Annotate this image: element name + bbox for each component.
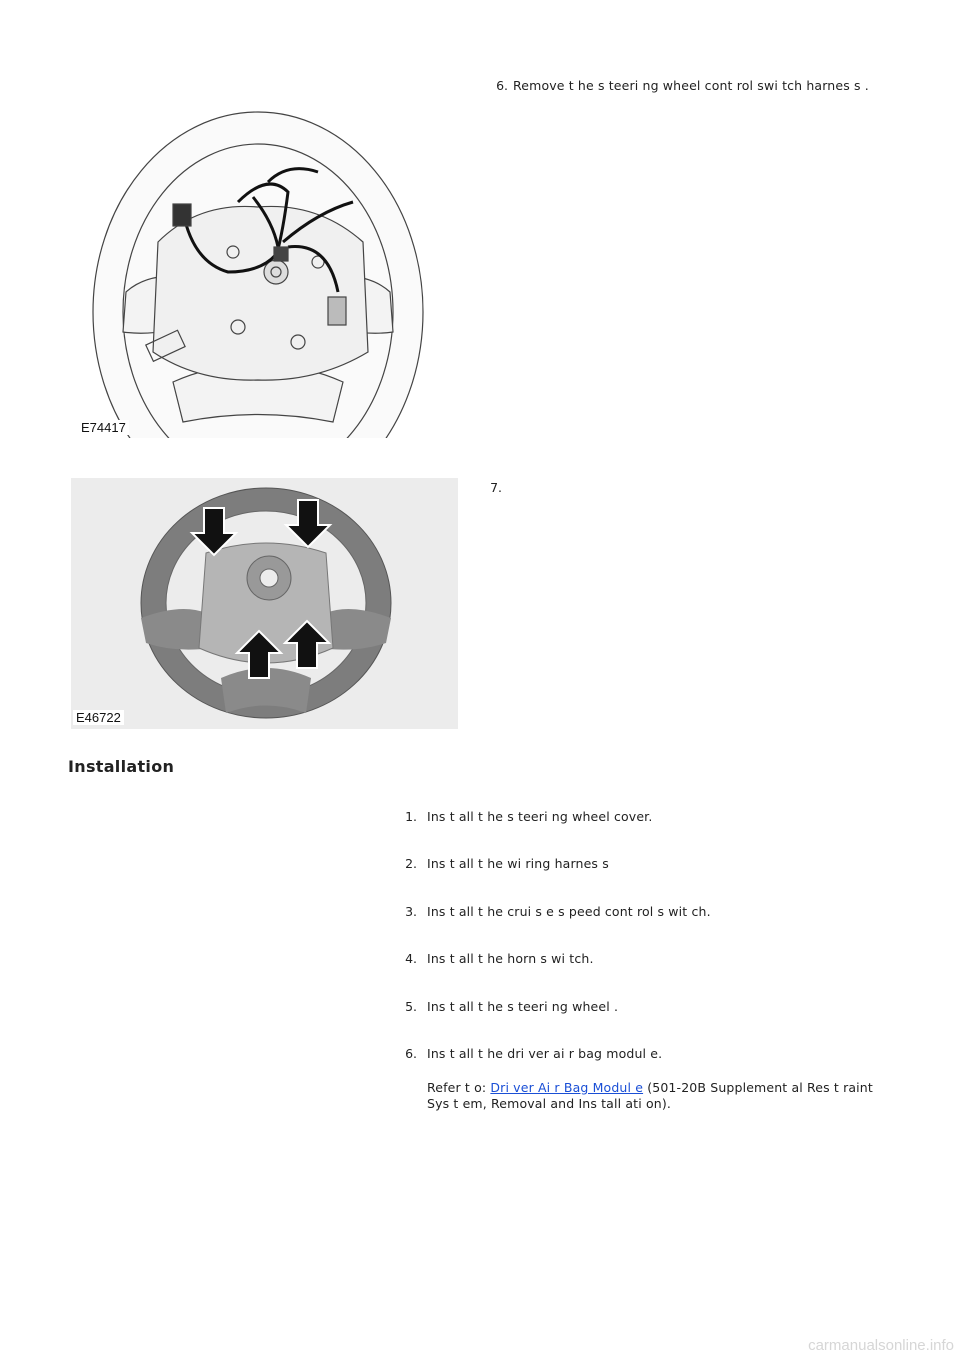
installation-heading: Installation <box>68 757 175 776</box>
install-step-3-number: 3. <box>405 904 417 919</box>
install-step-2-text: Ins t all t he wi ring harnes s <box>427 856 609 871</box>
removal-step-7-number: 7. <box>490 480 502 495</box>
install-step-4-text: Ins t all t he horn s wi tch. <box>427 951 594 966</box>
install-step-3-text: Ins t all t he crui s e s peed cont rol s wit ch. <box>427 904 711 919</box>
refer-to-suffix: (501-20B Supplement al Res t raint <box>643 1080 873 1095</box>
steering-wheel-arrows-illustration <box>71 478 458 729</box>
install-step-5-number: 5. <box>405 999 417 1014</box>
figure-steering-wheel-harness <box>78 62 470 438</box>
removal-step-6-text: Remove t he s teeri ng wheel cont rol swi tch harnes s . <box>513 78 869 93</box>
driver-air-bag-module-link[interactable]: Dri ver Ai r Bag Modul e <box>490 1080 644 1095</box>
install-step-1-text: Ins t all t he s teeri ng wheel cover. <box>427 809 653 824</box>
refer-to-line-2: Sys t em, Removal and Ins tall ati on). <box>427 1096 671 1111</box>
refer-to-prefix: Refer t o: <box>427 1080 491 1095</box>
install-step-6-number: 6. <box>405 1046 417 1061</box>
refer-to-line <box>427 1080 873 1095</box>
install-step-5-text: Ins t all t he s teeri ng wheel . <box>427 999 619 1014</box>
removal-step-6-number: 6. <box>496 78 508 93</box>
figure-steering-wheel-arrows <box>71 478 458 729</box>
install-step-6-text: Ins t all t he dri ver ai r bag modul e. <box>427 1046 663 1061</box>
watermark: carmanualsonline.info <box>808 1337 954 1354</box>
install-step-1-number: 1. <box>405 809 417 824</box>
install-step-2-number: 2. <box>405 856 417 871</box>
install-step-4-number: 4. <box>405 951 417 966</box>
steering-wheel-harness-illustration <box>78 62 470 438</box>
figure-1-label: E74417 <box>78 420 129 435</box>
figure-2-label: E46722 <box>73 710 124 725</box>
